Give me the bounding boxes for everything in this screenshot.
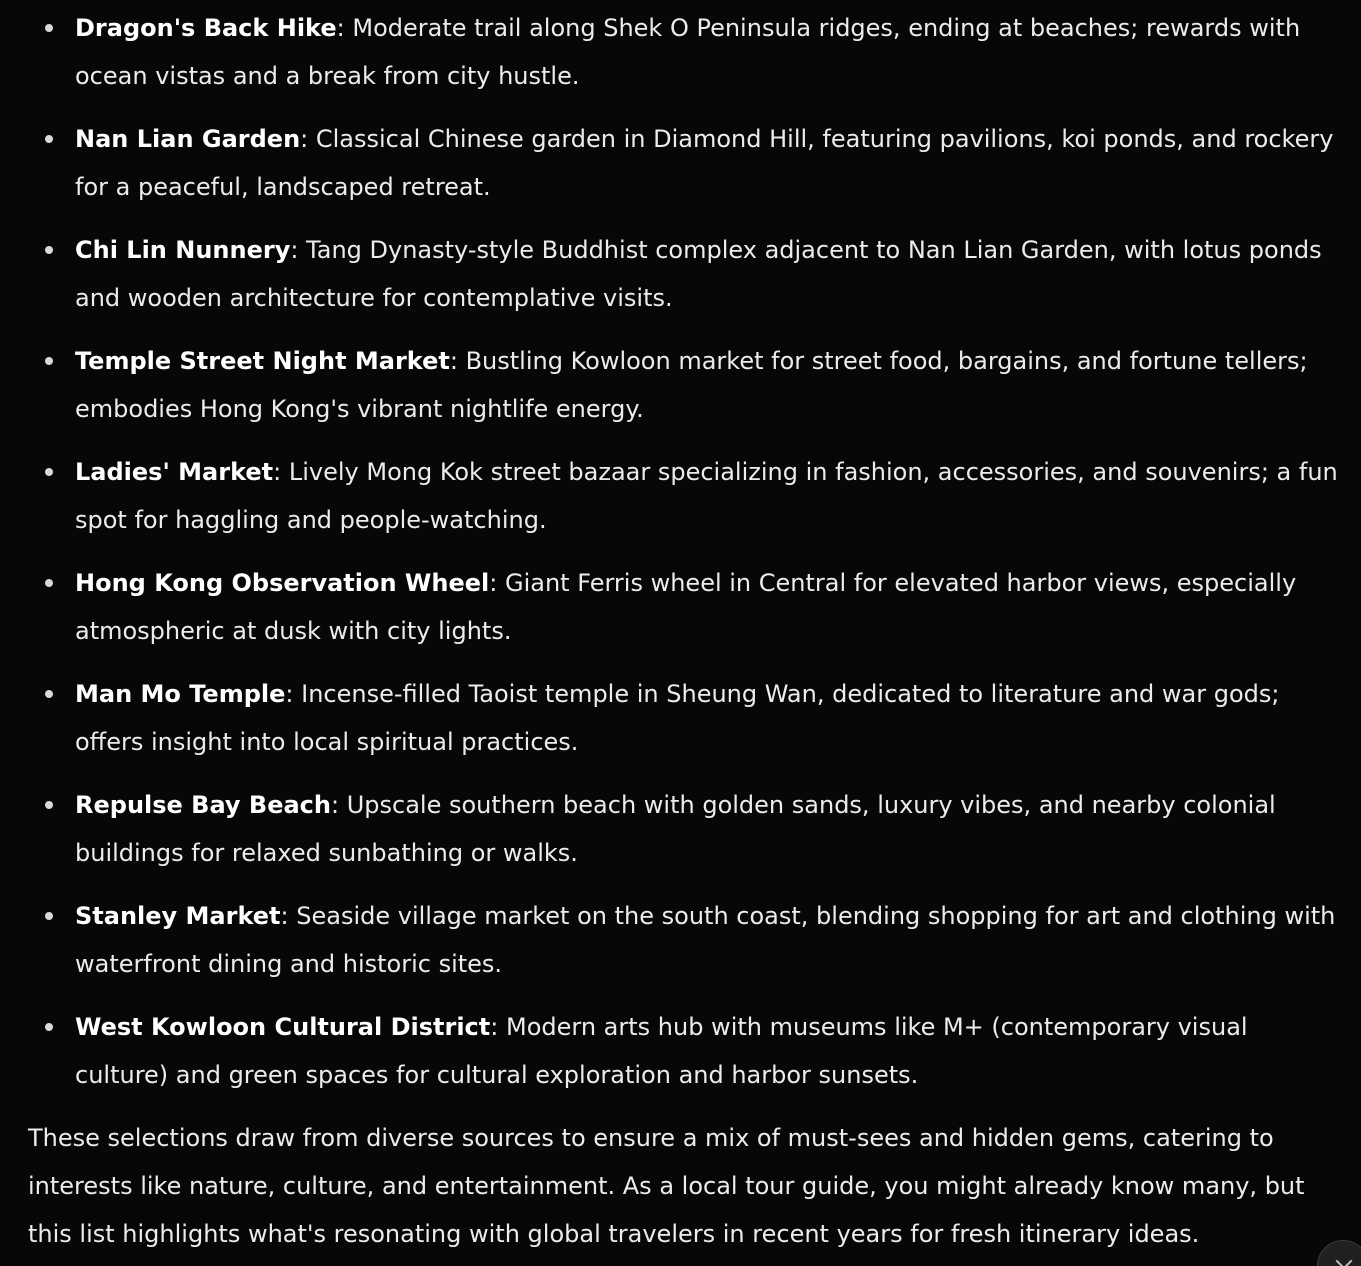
summary-paragraph: These selections draw from diverse sources to ensure a mix of must-sees and hidden gems, catering to interests like nature, culture, and entertainment. As a local tour guide, you might already know many, but this list highlights what's resonating with global travelers in recent years for fresh itinerary ideas. — [28, 1124, 1305, 1248]
list-item — [75, 4, 1341, 100]
attraction-description: : Classical Chinese garden in Diamond Hill, featuring pavilions, koi ponds, and rockery for a peaceful, landscaped retreat. — [75, 125, 1334, 201]
list-item — [75, 337, 1341, 433]
attraction-description: : Modern arts hub with museums like M+ (contemporary visual culture) and green spaces for cultural exploration and harbor sunsets. — [75, 1013, 1248, 1089]
attraction-name: Chi Lin Nunnery — [75, 236, 291, 264]
attraction-name: Repulse Bay Beach — [75, 791, 331, 819]
list-item — [75, 226, 1341, 322]
attraction-name: Hong Kong Observation Wheel — [75, 569, 490, 597]
attraction-description: : Tang Dynasty-style Buddhist complex adjacent to Nan Lian Garden, with lotus ponds and wooden architecture for contemplative visits. — [75, 236, 1322, 312]
attraction-name: West Kowloon Cultural District — [75, 1013, 491, 1041]
attraction-description: : Incense-filled Taoist temple in Sheung Wan, dedicated to literature and war gods; offers insight into local spiritual practices. — [75, 680, 1280, 756]
attraction-name: Dragon's Back Hike — [75, 14, 337, 42]
attraction-description: : Upscale southern beach with golden sands, luxury vibes, and nearby colonial buildings for relaxed sunbathing or walks. — [75, 791, 1276, 867]
attractions-list — [0, 4, 1361, 1099]
attraction-name: Nan Lian Garden — [75, 125, 301, 153]
list-item — [75, 1003, 1341, 1099]
chevron-down-icon — [1336, 1253, 1353, 1266]
list-item — [75, 781, 1341, 877]
list-item — [75, 892, 1341, 988]
attraction-name: Man Mo Temple — [75, 680, 286, 708]
attraction-description: : Giant Ferris wheel in Central for elevated harbor views, especially atmospheric at dusk with city lights. — [75, 569, 1297, 645]
attraction-description: : Seaside village market on the south coast, blending shopping for art and clothing with waterfront dining and historic sites. — [75, 902, 1336, 978]
chat-response — [0, 4, 1361, 1258]
attraction-description: : Lively Mong Kok street bazaar specializing in fashion, accessories, and souvenirs; a fun spot for haggling and people-watching. — [75, 458, 1338, 534]
attraction-description: : Bustling Kowloon market for street food, bargains, and fortune tellers; embodies Hong Kong's vibrant nightlife energy. — [75, 347, 1308, 423]
attraction-description: : Moderate trail along Shek O Peninsula ridges, ending at beaches; rewards with ocean vistas and a break from city hustle. — [75, 14, 1301, 90]
attraction-name: Ladies' Market — [75, 458, 274, 486]
list-item — [75, 559, 1341, 655]
attraction-name: Temple Street Night Market — [75, 347, 450, 375]
list-item — [75, 115, 1341, 211]
list-item — [75, 670, 1341, 766]
attraction-name: Stanley Market — [75, 902, 281, 930]
list-item — [75, 448, 1341, 544]
